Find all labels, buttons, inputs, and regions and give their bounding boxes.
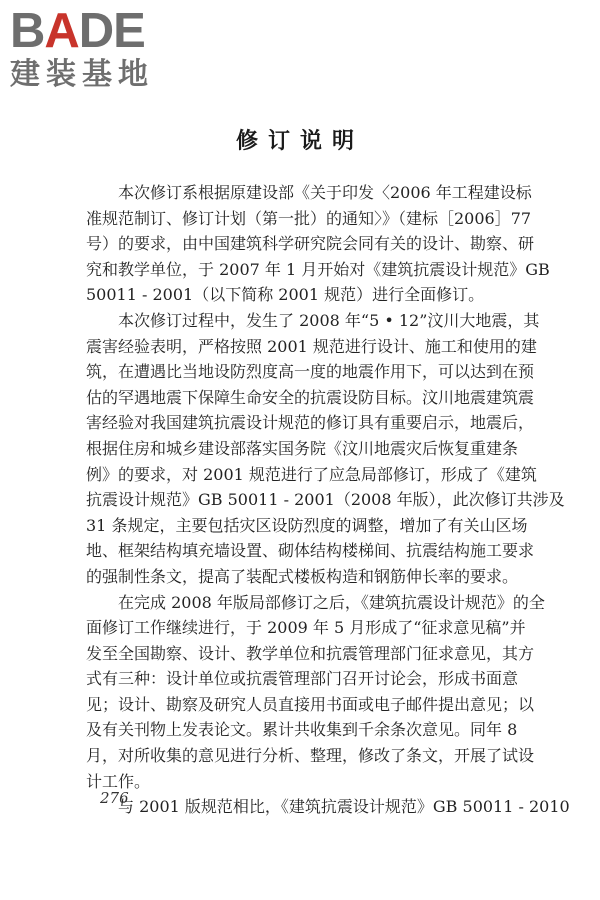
text-line: 地、框架结构填充墙设置、砌体结构楼梯间、抗震结构施工要求 — [86, 541, 535, 561]
text-line: 的强制性条文，提高了装配式楼板构造和钢筋伸长率的要求。 — [86, 566, 519, 586]
text-line: 发至全国勘察、设计、教学单位和抗震管理部门征求意见，其方 — [86, 643, 535, 663]
paragraph — [86, 794, 570, 820]
text-line: 本次修订系根据原建设部《关于印发〈2006 年工程建设标 — [118, 183, 532, 202]
logo-letter-a-accent: A — [44, 4, 79, 58]
text-line: 本次修订过程中，发生了 2008 年“5 • 12”汶川大地震，其 — [118, 310, 540, 330]
text-line: 在完成 2008 年版局部修订之后，《建筑抗震设计规范》的全 — [118, 592, 545, 612]
paragraph — [86, 308, 565, 590]
text-line: 例》的要求，对 2001 规范进行了应急局部修订，形成了《建筑 — [86, 464, 537, 484]
logo-subtitle: 建装基地 — [10, 57, 154, 92]
paragraph — [86, 180, 550, 308]
text-line: 计工作。 — [86, 771, 151, 791]
text-line: 震害经验表明，严格按照 2001 规范进行设计、施工和使用的建 — [86, 336, 537, 356]
text-line: 面修订工作继续进行，于 2009 年 5 月形成了“征求意见稿”并 — [86, 618, 526, 638]
page-title: 修订说明 — [235, 129, 364, 154]
text-line: 见；设计、勘察及研究人员直接用书面或电子邮件提出意见；以 — [86, 694, 535, 714]
text-line: 号）的要求，由中国建筑科学研究院会同有关的设计、勘察、研 — [86, 234, 535, 254]
document-body — [86, 180, 570, 820]
text-line: 50011 - 2001（以下简称 2001 规范）进行全面修订。 — [86, 285, 485, 305]
page-number: 276 — [100, 789, 129, 807]
text-line: 究和教学单位，于 2007 年 1 月开始对《建筑抗震设计规范》GB — [86, 259, 550, 279]
text-line: 与 2001 版规范相比，《建筑抗震设计规范》GB 50011 - 2010 — [118, 797, 570, 817]
logo-letters-de: DE — [78, 4, 145, 58]
text-line: 根据住房和城乡建设部落实国务院《汶川地震灾后恢复重建条 — [86, 438, 519, 458]
text-line: 抗震设计规范》GB 50011 - 2001（2008 年版），此次修订共涉及 — [86, 490, 565, 510]
logo-wordmark — [10, 6, 175, 56]
text-line: 害经验对我国建筑抗震设计规范的修订具有重要启示，地震后， — [86, 413, 535, 433]
text-line: 月，对所收集的意见进行分析、整理，修改了条文，开展了试设 — [86, 746, 535, 766]
bade-logo — [10, 6, 175, 98]
text-line: 估的罕遇地震下保障生命安全的抗震设防目标。汶川地震建筑震 — [86, 387, 535, 407]
text-line: 31 条规定，主要包括灾区设防烈度的调整，增加了有关山区场 — [86, 515, 528, 535]
text-line: 准规范制订、修订计划（第一批）的通知〉》（建标［2006］77 — [86, 208, 532, 228]
text-line: 式有三种：设计单位或抗震管理部门召开讨论会，形成书面意 — [86, 669, 519, 689]
text-line: 筑，在遭遇比当地设防烈度高一度的地震作用下，可以达到在预 — [86, 362, 535, 382]
paragraph — [86, 590, 545, 795]
logo-letter-b: B — [10, 4, 45, 58]
text-line: 及有关刊物上发表论文。累计共收集到千余条次意见。同年 8 — [86, 720, 518, 740]
